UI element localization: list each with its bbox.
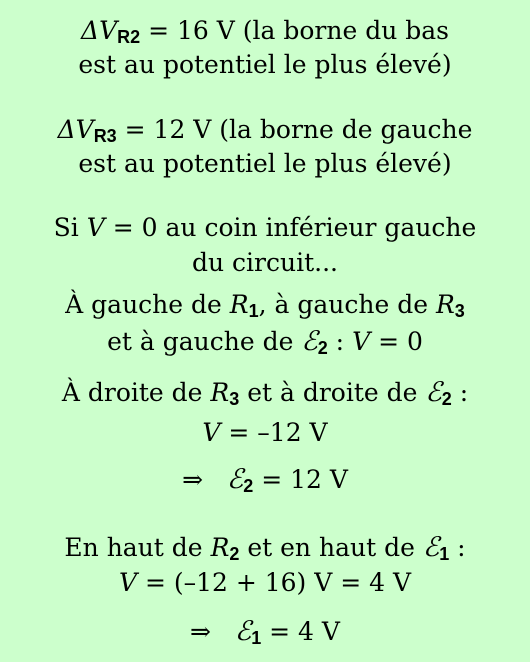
emf1-subscript: 1 bbox=[251, 628, 262, 648]
text-segment: = (–12 + 16) V = 4 V bbox=[137, 568, 412, 597]
text-segment: À gauche de bbox=[65, 290, 230, 319]
v-variable: V bbox=[86, 213, 105, 242]
emf2-result-line bbox=[0, 465, 530, 501]
implies-arrow-icon: ⇒ bbox=[182, 465, 204, 494]
reference-text-b: = 0 au coin inférieur gauche bbox=[104, 213, 477, 242]
reference-line-2: du circuit... bbox=[192, 248, 338, 277]
reference-line bbox=[0, 213, 530, 243]
right-side-line-2 bbox=[0, 418, 530, 448]
delta-v-symbol: ΔV bbox=[81, 16, 118, 45]
r3-subscript: 3 bbox=[229, 389, 240, 409]
r2-subscript: 2 bbox=[229, 544, 240, 564]
text-segment: = 4 V bbox=[261, 617, 340, 646]
r1-subscript: 1 bbox=[248, 301, 259, 321]
delta-v-r3-line bbox=[0, 115, 530, 151]
emf-symbol: ℰ bbox=[422, 532, 440, 563]
r3-subscript: 3 bbox=[454, 301, 465, 321]
emf2-subscript: 2 bbox=[243, 476, 254, 496]
implies-arrow-icon: ⇒ bbox=[190, 617, 211, 646]
text-segment: = –12 V bbox=[220, 418, 328, 447]
v-variable: V bbox=[352, 327, 371, 356]
text-segment: À droite de bbox=[61, 378, 211, 407]
emf-symbol: ℰ bbox=[234, 616, 252, 647]
emf2-subscript: 2 bbox=[317, 338, 328, 358]
text-segment: : bbox=[449, 533, 466, 562]
text-segment: et à droite de bbox=[239, 378, 426, 407]
text-segment: = 12 V bbox=[253, 465, 348, 494]
left-side-line bbox=[0, 290, 530, 326]
delta-v-r2-line bbox=[0, 16, 530, 52]
emf-symbol: ℰ bbox=[301, 326, 318, 357]
top-side-line-2 bbox=[0, 568, 530, 598]
text-segment: , à gauche de bbox=[258, 290, 436, 319]
delta-v-r3-text: = 12 V (la borne de gauche bbox=[116, 115, 473, 144]
emf1-subscript: 1 bbox=[439, 544, 450, 564]
r-symbol: R bbox=[435, 290, 455, 319]
v-variable: V bbox=[202, 418, 221, 447]
text-segment: et à gauche de bbox=[107, 327, 302, 356]
reference-text-a: Si bbox=[53, 213, 87, 242]
delta-v-symbol: ΔV bbox=[57, 115, 94, 144]
delta-v-r2-text: = 16 V (la borne du bas bbox=[140, 16, 449, 45]
emf-symbol: ℰ bbox=[425, 377, 442, 408]
text-segment: = 0 bbox=[370, 327, 423, 356]
text-segment: En haut de bbox=[64, 533, 211, 562]
delta-v-r2-line-2: est au potentiel le plus élevé) bbox=[78, 50, 452, 79]
delta-v-r3-line-2: est au potentiel le plus élevé) bbox=[78, 149, 452, 178]
r-symbol: R bbox=[229, 290, 249, 319]
r-symbol: R bbox=[210, 533, 230, 562]
r3-subscript: R3 bbox=[93, 126, 117, 146]
text-segment: : bbox=[327, 327, 353, 356]
top-side-line bbox=[0, 533, 530, 569]
emf2-subscript: 2 bbox=[441, 389, 452, 409]
text-segment: et en haut de bbox=[239, 533, 423, 562]
emf1-result-line bbox=[0, 617, 530, 653]
emf-symbol: ℰ bbox=[226, 464, 244, 495]
left-side-line-2 bbox=[0, 327, 530, 363]
r-symbol: R bbox=[210, 378, 230, 407]
r2-subscript: R2 bbox=[117, 27, 141, 47]
right-side-line bbox=[0, 378, 530, 414]
v-variable: V bbox=[118, 568, 137, 597]
text-segment: : bbox=[451, 378, 469, 407]
